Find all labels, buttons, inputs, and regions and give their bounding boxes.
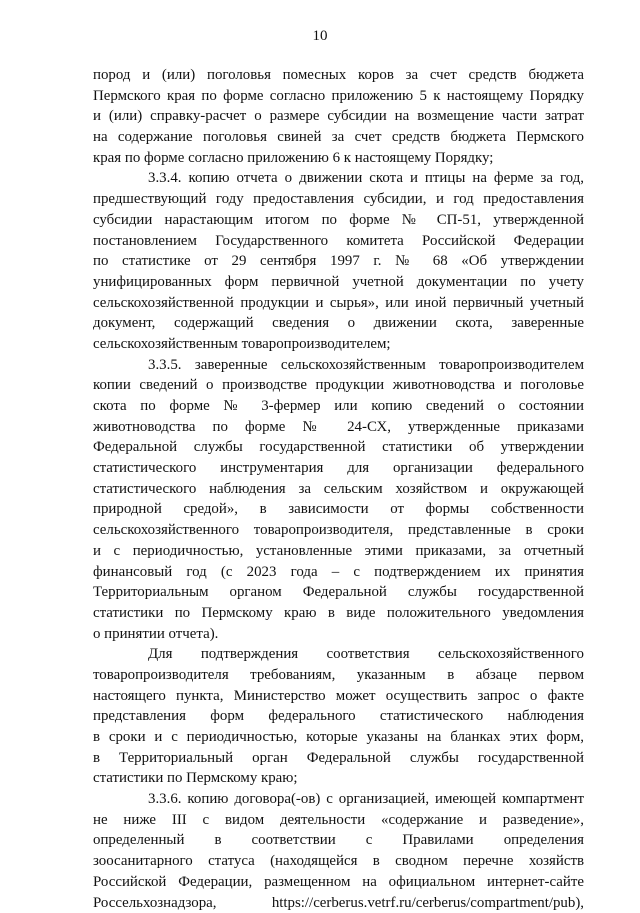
- text-line: в сроки и с периодичностью, которые указаны на бланках этих форм,: [93, 727, 584, 748]
- text-line: пород и (или) поголовья помесных коров за счет средств бюджета: [93, 65, 584, 86]
- text-line: животноводства по форме № 24-СХ, утвержденные приказами: [93, 417, 584, 438]
- text-line: финансовый год (с 2023 года – с подтверждением их принятия: [93, 562, 584, 583]
- text-line: Российской Федерации, размещенном на официальном интернет-сайте: [93, 872, 584, 893]
- text-line: зоосанитарного статуса (находящейся в сводном перечне хозяйств: [93, 851, 584, 872]
- text-line: 3.3.4. копию отчета о движении скота и птицы на ферме за год,: [93, 168, 584, 189]
- text-line: Пермского края по форме согласно приложению 5 к настоящему Порядку: [93, 86, 584, 107]
- text-line: представления форм федерального статистического наблюдения: [93, 706, 584, 727]
- text-line: субсидии нарастающим итогом по форме № СП-51, утвержденной: [93, 210, 584, 231]
- text-line: 3.3.5. заверенные сельскохозяйственным товаропроизводителем: [93, 355, 584, 376]
- text-line: сельскохозяйственного товаропроизводителя, представленные в сроки: [93, 520, 584, 541]
- text-line: сельскохозяйственным товаропроизводителем;: [93, 334, 584, 355]
- text-line: статистического инструментария для организации федерального: [93, 458, 584, 479]
- text-line: настоящего пункта, Министерство может осуществить запрос о факте: [93, 686, 584, 707]
- text-line: определенный в соответствии с Правилами определения: [93, 830, 584, 851]
- text-line: сельскохозяйственной продукции и сырья», или иной первичный учетный: [93, 293, 584, 314]
- text-line: постановлением Государственного комитета Российской Федерации: [93, 231, 584, 252]
- page-number: 10: [0, 28, 640, 45]
- text-line: копии сведений о производстве продукции животноводства и поголовье: [93, 375, 584, 396]
- text-line: и (или) справку-расчет о размере субсидии на возмещение части затрат: [93, 106, 584, 127]
- text-line: статистики по Пермскому краю;: [93, 768, 584, 789]
- text-line: на содержание поголовья свиней за счет средств бюджета Пермского: [93, 127, 584, 148]
- text-line: Для подтверждения соответствия сельскохозяйственного: [93, 644, 584, 665]
- text-line: документ, содержащий сведения о движении скота, заверенные: [93, 313, 584, 334]
- text-line: природной средой», в зависимости от формы собственности: [93, 499, 584, 520]
- text-line: не ниже III с видом деятельности «содержание и разведение»,: [93, 810, 584, 831]
- text-line: Федеральной службы государственной статистики об утверждении: [93, 437, 584, 458]
- text-line: скота по форме № 3-фермер или копию сведений о состоянии: [93, 396, 584, 417]
- text-line: предшествующий году предоставления субсидии, и год предоставления: [93, 189, 584, 210]
- text-line: края по форме согласно приложению 6 к настоящему Порядку;: [93, 148, 584, 169]
- document-body: [93, 65, 584, 913]
- text-line: и с периодичностью, установленные этими приказами, за отчетный: [93, 541, 584, 562]
- text-line: статистики по Пермскому краю в виде положительного уведомления: [93, 603, 584, 624]
- text-line: о принятии отчета).: [93, 624, 584, 645]
- text-line: по статистике от 29 сентября 1997 г. № 68 «Об утверждении: [93, 251, 584, 272]
- text-line: унифицированных форм первичной учетной документации по учету: [93, 272, 584, 293]
- text-line: товаропроизводителя требованиям, указанным в абзаце первом: [93, 665, 584, 686]
- text-line: Россельхознадзора, https://cerberus.vetrf.ru/cerberus/compartment/pub),: [93, 893, 584, 913]
- text-line: статистического наблюдения за сельским хозяйством и окружающей: [93, 479, 584, 500]
- text-line: Территориальным органом Федеральной службы государственной: [93, 582, 584, 603]
- text-line: в Территориальный орган Федеральной службы государственной: [93, 748, 584, 769]
- text-line: 3.3.6. копию договора(-ов) с организацией, имеющей компартмент: [93, 789, 584, 810]
